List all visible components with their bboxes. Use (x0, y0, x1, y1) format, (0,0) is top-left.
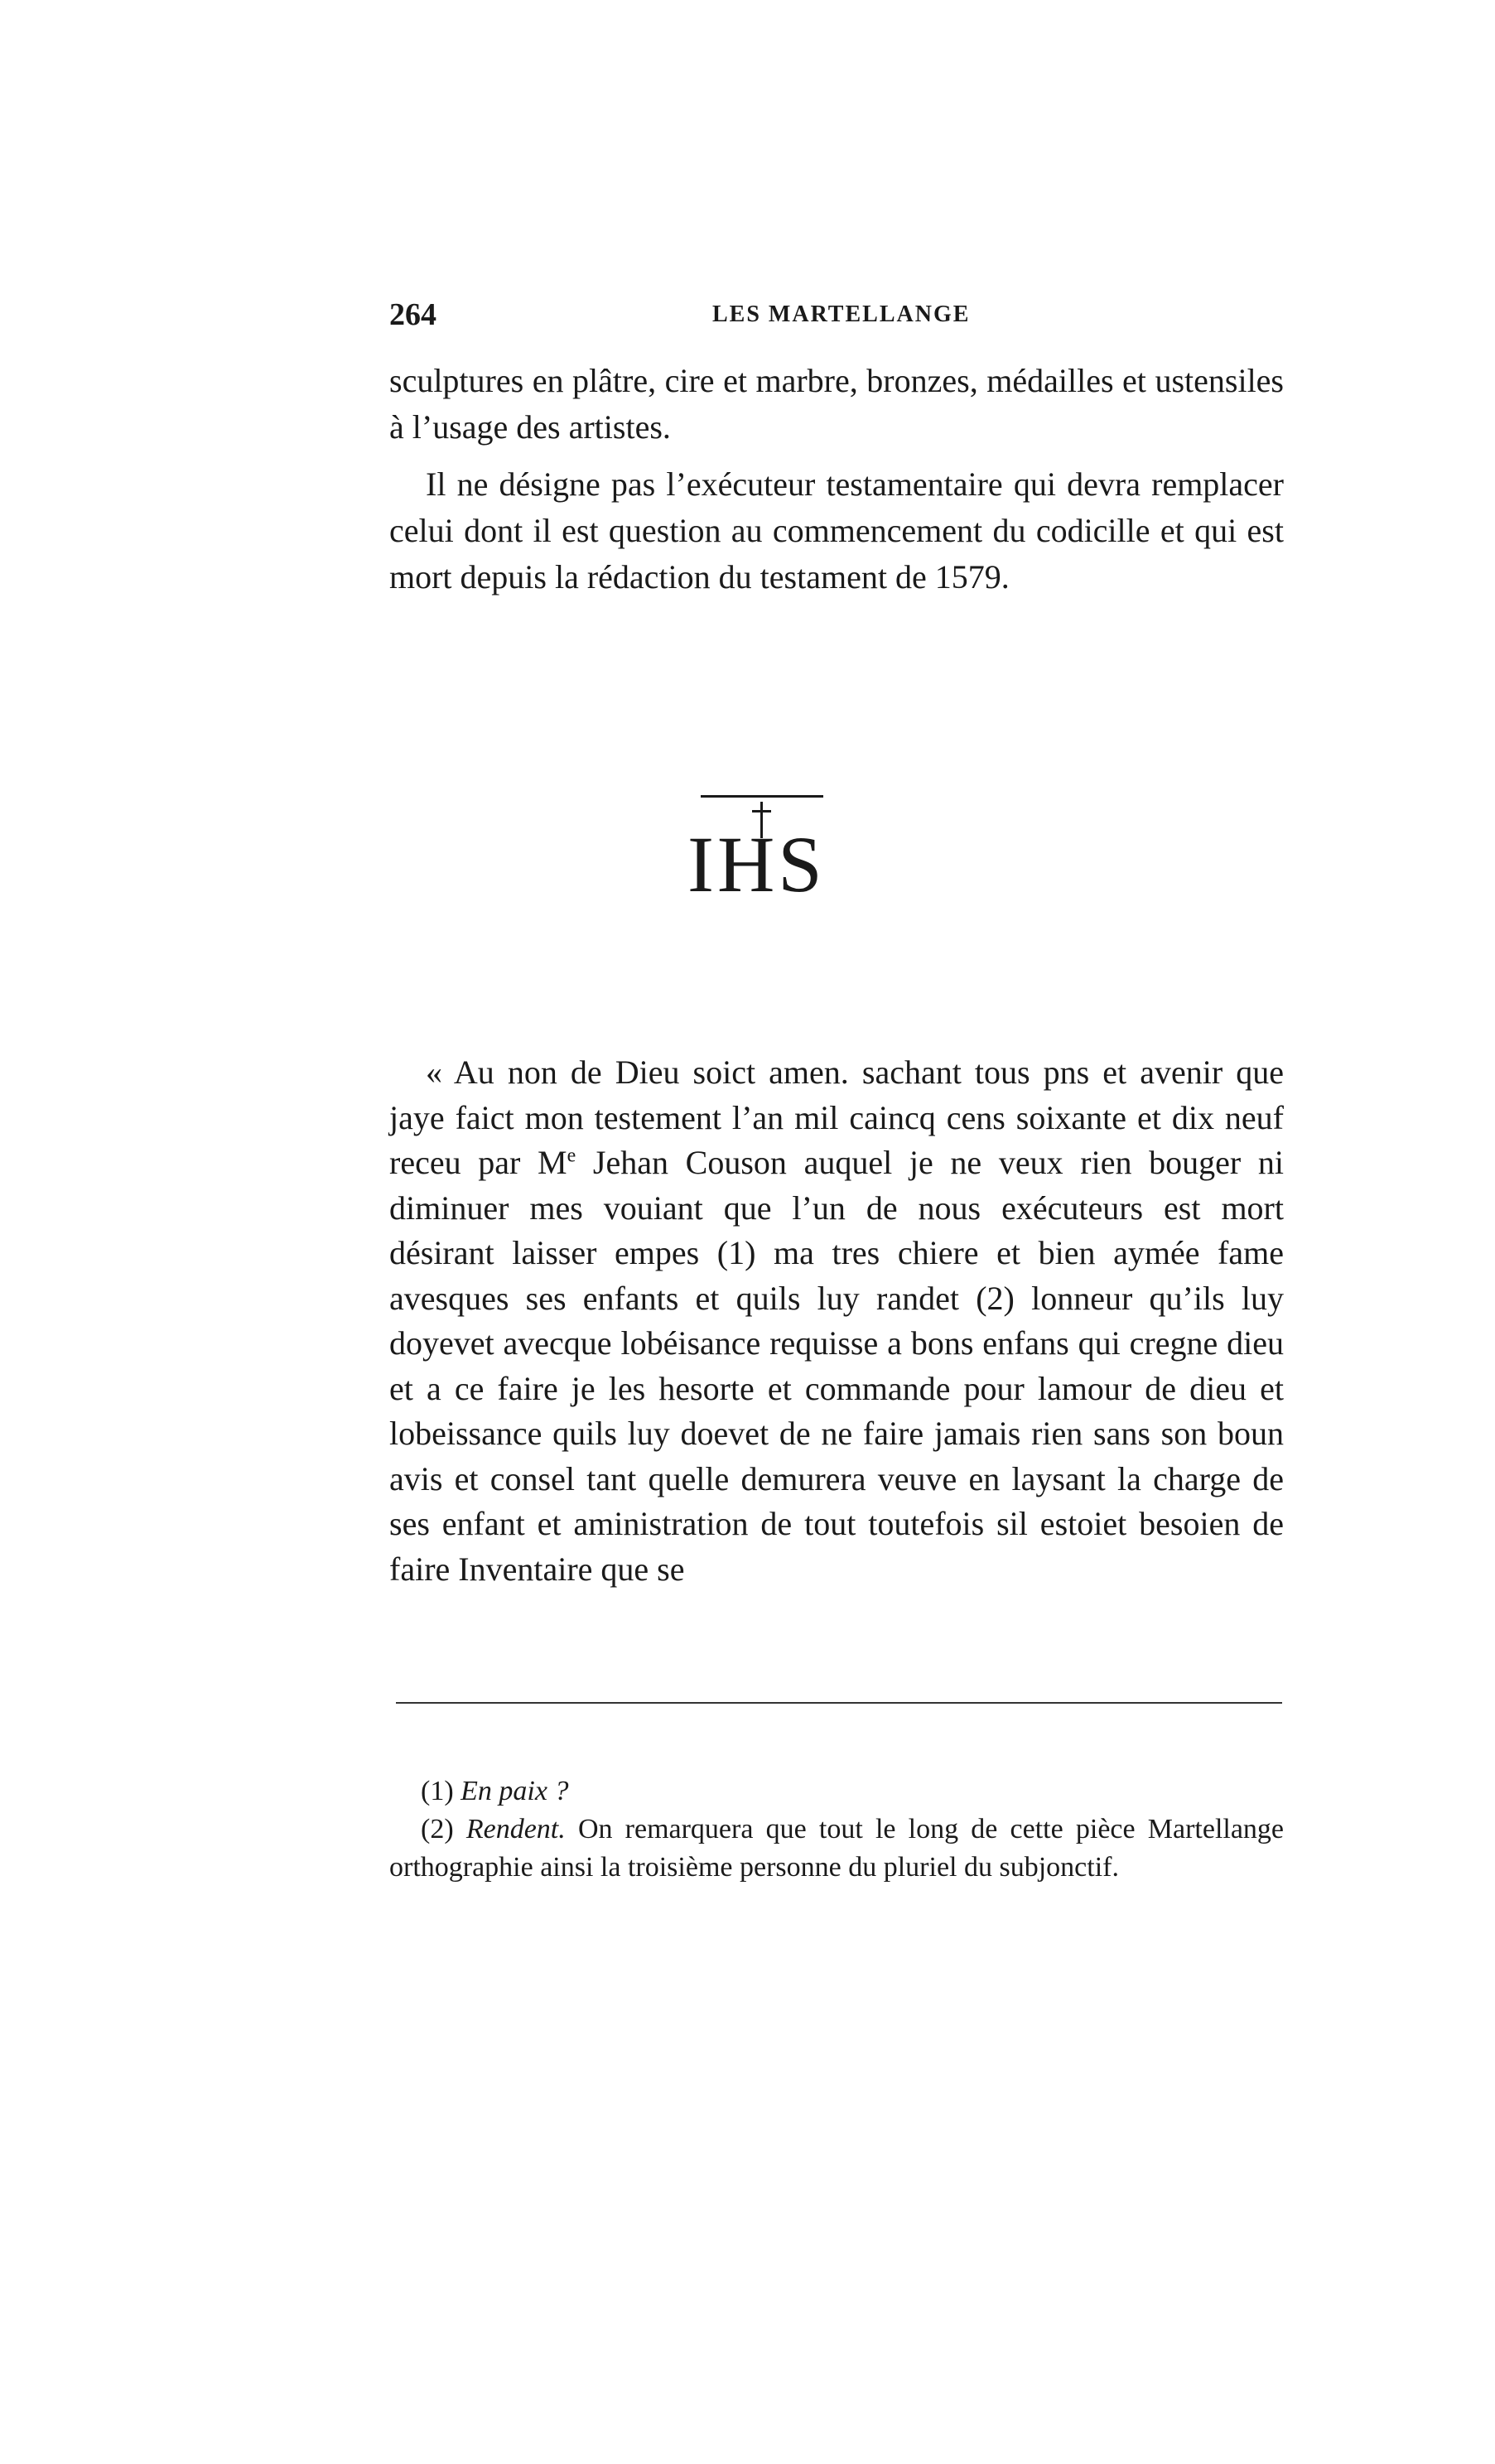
testament-text-start: « Au non de Dieu soict amen. sachant tous pns et avenir que jaye faict mon testement l’an mil caincq cens soixante et dix neuf receu par M (389, 1054, 1284, 1181)
testament-text (389, 1050, 1284, 1592)
page-number: 264 (389, 297, 436, 332)
footnote-marker: (2) (421, 1814, 454, 1844)
superscript: e (567, 1145, 576, 1167)
footnote-marker: (1) (421, 1776, 454, 1806)
footnote-term: Rendent. (465, 1814, 566, 1844)
page-header (389, 297, 1284, 338)
footnote-divider (396, 1702, 1282, 1704)
footnote-term: En paix ? (461, 1776, 569, 1806)
testament-text-end: Jehan Couson auquel je ne veux rien bouger ni diminuer mes vouiant que l’un de nous exécuteurs est mort désirant laisser empes (1) ma tres chiere et bien aymée fame avesques ses enfants et quils luy randet (2) lonneur qu’ils luy doyevet avecque lobéisance requisse a bons enfans qui cregne dieu et a ce faire je les hesorte et commande pour lamour de dieu et lobeissance quils luy doevet de ne faire jamais rien sans son boun avis et consel tant quelle demurera veuve en laysant la charge de ses enfant et aministration de tout toutefois sil estoiet besoien de faire Inventaire que se (389, 1144, 1284, 1588)
running-head: LES MARTELLANGE (712, 301, 971, 327)
footnote-2 (389, 1811, 1284, 1887)
cross-icon-bar (752, 810, 771, 812)
monogram-letters: IHS (687, 820, 826, 909)
footnote-text: On remarquera que tout le long de cette pièce Martellange orthographie ainsi la troisième personne du pluriel du subjonctif. (389, 1814, 1285, 1883)
paragraph-executor: Il ne désigne pas l’exécuteur testamentaire qui devra remplacer celui dont il est question au commencement du codicille et qui est mort depuis la rédaction du testament de 1579. (389, 465, 1284, 596)
footnotes (389, 1772, 1284, 1887)
ihs-monogram (687, 779, 845, 911)
footnote-1 (389, 1772, 1284, 1811)
monogram-bar (701, 795, 823, 798)
paragraph-continuation: sculptures en plâtre, cire et marbre, bronzes, médailles et ustensiles à l’usage des artistes. (389, 362, 1284, 446)
